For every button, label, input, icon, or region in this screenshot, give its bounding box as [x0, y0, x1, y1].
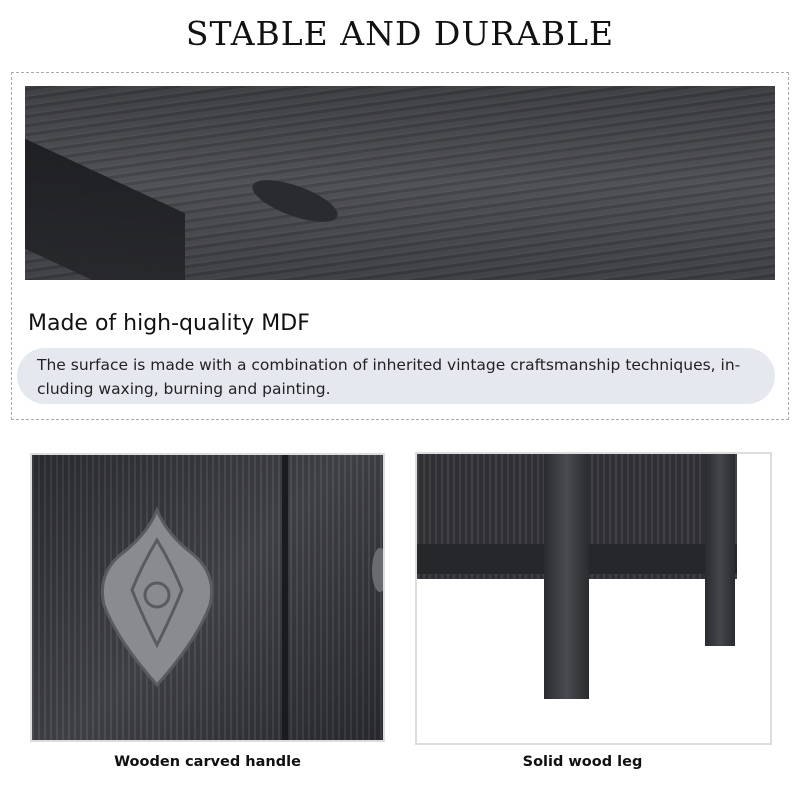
leg-caption: Solid wood leg [522, 754, 643, 770]
handle-photo [30, 453, 385, 742]
handle-caption: Wooden carved handle [114, 754, 301, 770]
cabinet-edge [25, 139, 185, 280]
carved-handle-icon [32, 455, 385, 742]
leg-photo [415, 452, 772, 745]
surface-photo [25, 86, 775, 280]
feature-heading: Made of high-quality MDF [28, 311, 310, 336]
back-leg [705, 454, 735, 646]
page-title: STABLE AND DURABLE [185, 14, 615, 53]
wood-knot [248, 172, 343, 231]
feature-description: The surface is made with a combination of inherited vintage craftsmanship techniques, in-cluding waxing, burning and painting. [17, 348, 775, 404]
front-leg [544, 454, 589, 699]
